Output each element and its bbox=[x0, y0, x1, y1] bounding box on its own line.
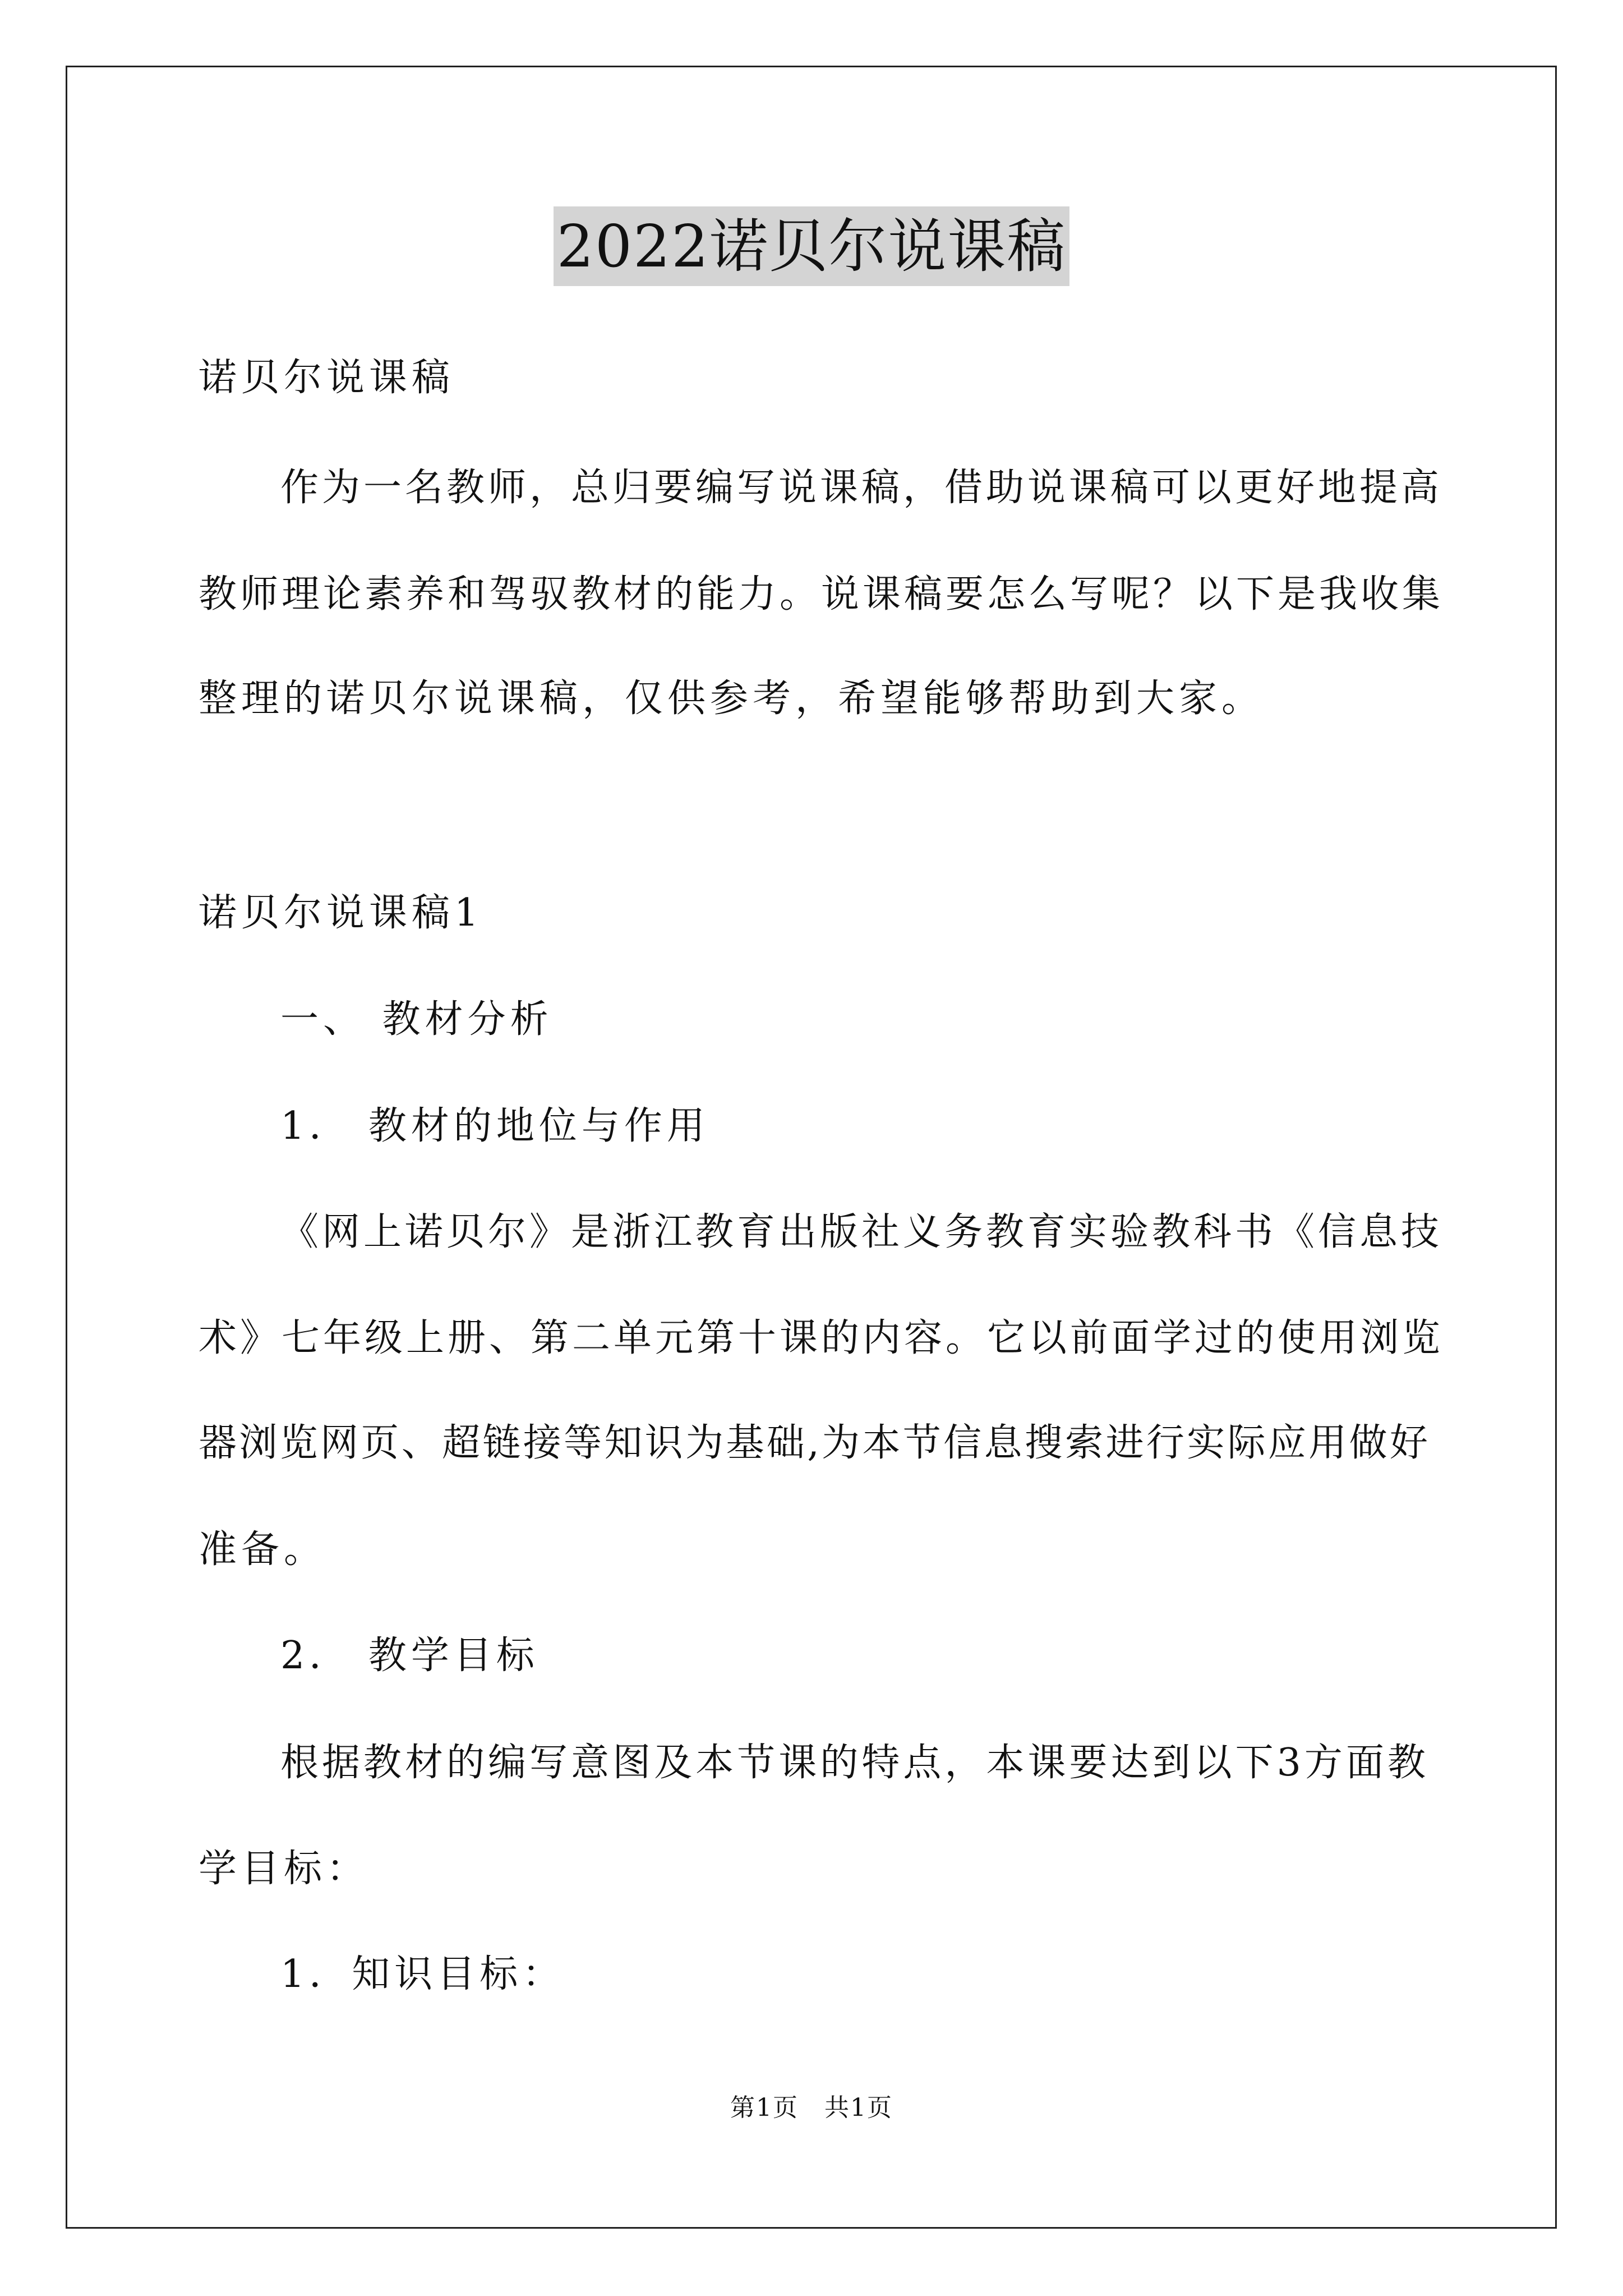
subsection-heading: 2． 教学目标 bbox=[280, 1634, 539, 1678]
page-footer: 第1页 共1页 bbox=[730, 2093, 893, 2122]
paragraph-line: 学目标： bbox=[199, 1847, 370, 1891]
document-title: 2022诺贝尔说课稿 bbox=[554, 206, 1070, 286]
paragraph-line: 器浏览网页、超链接等知识为基础,为本节信息搜索进行实际应用做好 bbox=[199, 1421, 1429, 1465]
subsection-heading: 1． 教材的地位与作用 bbox=[280, 1104, 709, 1148]
paragraph-line: 《网上诺贝尔》是浙江教育出版社义务教育实验教科书《信息技 bbox=[280, 1210, 1443, 1254]
title-container bbox=[0, 206, 1623, 286]
paragraph-line: 教师理论素养和驾驭教材的能力。说课稿要怎么写呢？以下是我收集 bbox=[199, 572, 1444, 616]
section-heading: 诺贝尔说课稿1 bbox=[199, 891, 483, 935]
paragraph-line: 术》七年级上册、第二单元第十课的内容。它以前面学过的使用浏览 bbox=[199, 1316, 1444, 1360]
paragraph-line: 准备。 bbox=[199, 1527, 327, 1572]
paragraph-line: 根据教材的编写意图及本节课的特点，本课要达到以下3方面教 bbox=[280, 1741, 1429, 1785]
paragraph-line: 整理的诺贝尔说课稿，仅供参考，希望能够帮助到大家。 bbox=[199, 677, 1265, 721]
subtitle: 诺贝尔说课稿 bbox=[199, 356, 455, 400]
paragraph-line: 作为一名教师，总归要编写说课稿，借助说课稿可以更好地提高 bbox=[280, 466, 1443, 510]
chapter-heading: 一、 教材分析 bbox=[280, 997, 553, 1042]
list-item-heading: 1．知识目标： bbox=[280, 1952, 565, 1996]
